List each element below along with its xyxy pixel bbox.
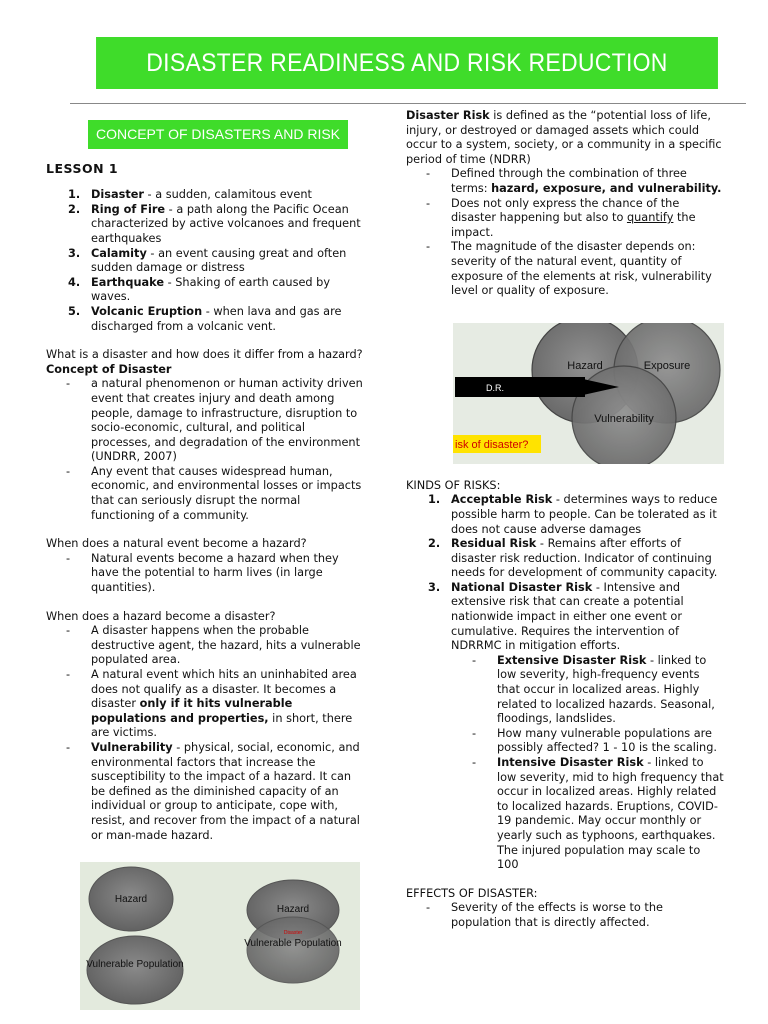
concept-heading: Concept of Disaster (46, 362, 172, 376)
header-divider (70, 103, 746, 104)
dr-arrow-bar (455, 377, 585, 397)
list-item: - The magnitude of the disaster depends on: severity of the natural event, quantity of exposure of the elements at risk, vulnerability level or quality of exposure. (406, 240, 724, 298)
hazard-label: Hazard (567, 360, 603, 372)
list-item: - A natural event which hits an uninhabited area does not qualify as a disaster. It becomes a disaster only if it hits vulnerable populations and properties, in short, there are victims. (46, 668, 364, 741)
list-item: 4. Earthquake - Shaking of earth caused by waves. (68, 275, 331, 304)
list-item: 3. National Disaster Risk - Intensive and extensive risk that can create a potential nationwide impact in either one event or cumulative. Requires the intervention of NDRRMC in mitigation efforts. (428, 580, 684, 653)
disaster-list (46, 624, 364, 843)
question-disaster-vs-hazard: What is a disaster and how does it differ from a hazard? (46, 348, 363, 362)
question-hazard-to-disaster: When does a hazard become a disaster? (46, 609, 276, 623)
disaster-risk-venn-figure (453, 323, 724, 464)
kinds-of-risks-list (406, 493, 724, 654)
lesson-heading: LESSON 1 (46, 160, 119, 176)
vulnerable-population-circle (87, 936, 183, 1004)
page-title: DISASTER READINESS AND RISK REDUCTION (146, 48, 668, 77)
exposure-label: Exposure (643, 360, 691, 372)
section-title: CONCEPT OF DISASTERS AND RISK (88, 120, 348, 149)
terms-list (46, 188, 364, 334)
list-item: - Natural events become a hazard when they have the potential to harm lives (in large quantities). (46, 552, 364, 596)
list-item: 1. Disaster - a sudden, calamitous event (68, 188, 312, 202)
dr-label: D.R. (486, 383, 504, 393)
list-item: 5. Volcanic Eruption - when lava and gas are discharged from a volcanic vent. (68, 304, 342, 333)
vulnerability-label: Vulnerability (594, 413, 654, 425)
list-item: - Severity of the effects is worse to the population that is directly affected. (406, 901, 724, 930)
list-item: - Does not only express the chance of the disaster happening but also to quantify the impact. (406, 197, 724, 241)
list-item: - a natural phenomenon or human activity driven event that creates injury and death among people, damage to infrastructure, disruption to socio-economic, cultural, and political processes, and degradation of the environment (UNDRR, 2007) (46, 377, 364, 465)
page-title-banner (96, 37, 718, 89)
list-item: 2. Ring of Fire - a path along the Pacific Ocean characterized by active volcanoes and frequent earthquakes (68, 202, 361, 245)
vulnerable-population-circle (247, 917, 339, 983)
list-item: - Any event that causes widespread human, economic, and environmental losses or impacts that can seriously disrupt the normal functioning of a community. (46, 465, 364, 523)
list-item: - How many vulnerable populations are possibly affected? 1 - 10 is the scaling. (406, 727, 724, 756)
figure-caption: isk of disaster? (455, 439, 529, 451)
hazard-list (46, 552, 364, 596)
disaster-risk-list (406, 167, 724, 298)
hazard-label: Hazard (114, 894, 148, 905)
list-item: 2. Residual Risk - Remains after efforts of disaster risk reduction. Indicator of continuing needs for development of community capacity. (428, 537, 718, 580)
vulnerable-population-label: Vulnerable Population (86, 959, 184, 970)
list-item: - A disaster happens when the probable destructive agent, the hazard, hits a vulnerable populated area. (46, 624, 364, 668)
hazard-vulnerability-figure (80, 862, 360, 1010)
right-column (406, 109, 724, 931)
left-column (46, 120, 364, 843)
list-item: - Extensive Disaster Risk - linked to low severity, high-frequency events that occur in localized areas. Highly related to localized hazards. Seasonal, floodings, landslides. (406, 654, 724, 727)
vulnerable-population-label: Vulnerable Population (244, 938, 342, 949)
kinds-of-risks-heading: KINDS OF RISKS: (406, 478, 501, 492)
effects-heading: EFFECTS OF DISASTER: (406, 886, 538, 900)
effects-list (406, 901, 724, 930)
list-item: 3. Calamity - an event causing great and often sudden damage or distress (68, 246, 347, 275)
list-item: - Defined through the combination of three terms: hazard, exposure, and vulnerability. (406, 167, 724, 196)
list-item: - Intensive Disaster Risk - linked to low severity, mid to high frequency that occur in localized areas. Highly related to localized hazards. Eruptions, COVID-19 pandemic. May occur monthly or yearly such as typhoons, earthquakes. The injured population may scale to 100 (406, 756, 724, 873)
list-item: - Vulnerability - physical, social, economic, and environmental factors that increase the susceptibility to the impact of a hazard. It can be defined as the diminished capacity of an individual or group to anticipate, cope with, resist, and recover from the impact of a natural or man-made hazard. (46, 741, 364, 843)
question-event-to-hazard: When does a natural event become a hazard? (46, 537, 307, 551)
disaster-overlap-label: Disaster (283, 930, 303, 936)
national-risk-sublist (406, 654, 724, 873)
list-item: 1. Acceptable Risk - determines ways to reduce possible harm to people. Can be tolerated as it does not cause adverse damages (428, 493, 718, 536)
hazard-label: Hazard (276, 904, 310, 915)
disaster-risk-definition: Disaster Risk is defined as the “potential loss of life, injury, or destroyed or damaged assets which could occur to a system, society, or a community in a specific period of time (NDRR) (406, 109, 722, 166)
concept-list (46, 377, 364, 523)
